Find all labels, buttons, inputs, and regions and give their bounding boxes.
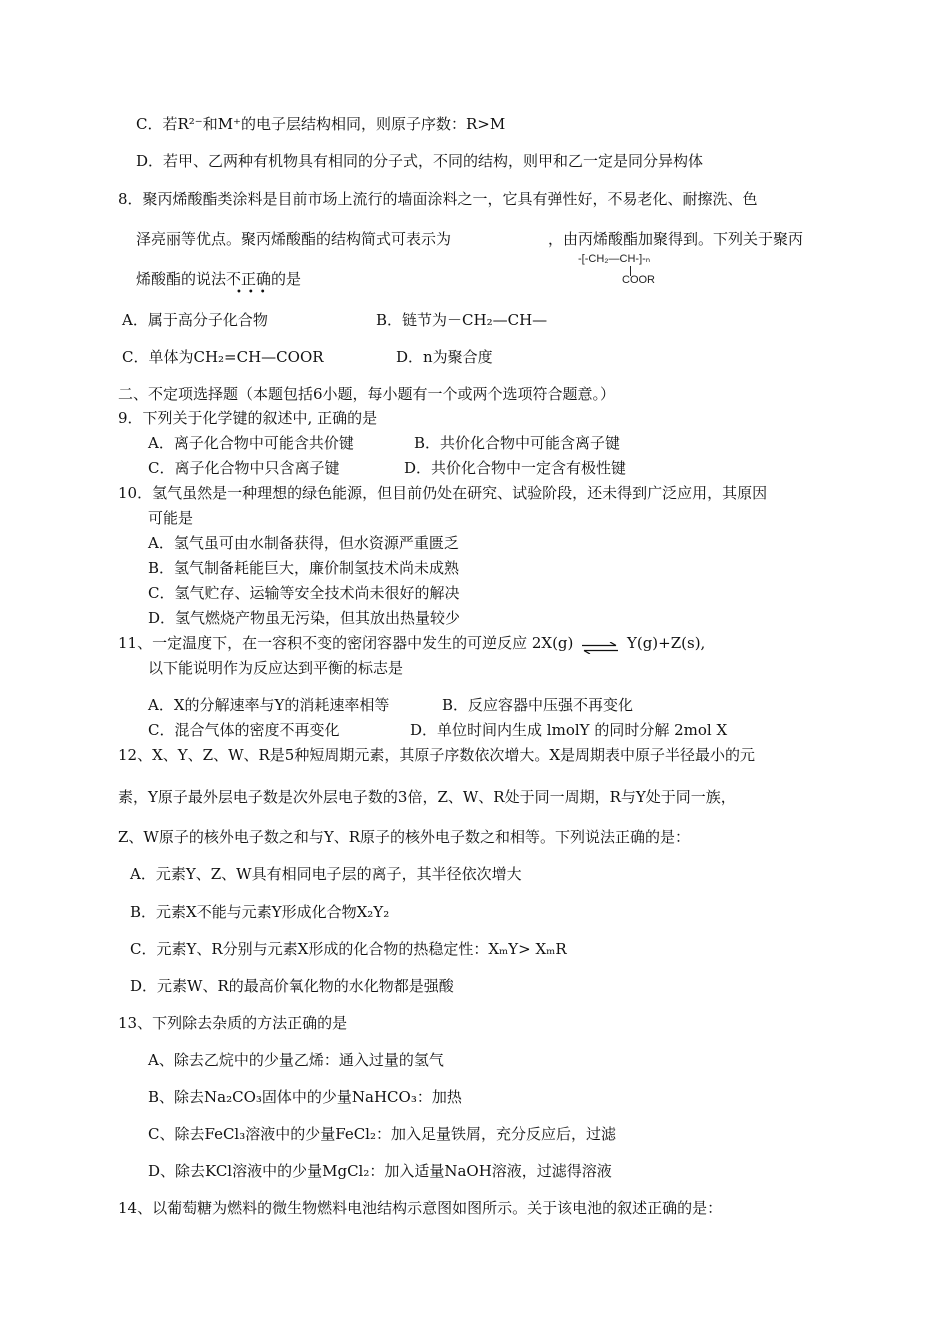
q11-option-d: D．单位时间内生成 lmolY 的同时分解 2mol X — [410, 721, 728, 739]
q8-stem-line3: 烯酸酯的说法不正确的是 — [136, 270, 302, 288]
q9-option-a: A．离子化合物中可能含共价键 — [148, 434, 354, 452]
q12-stem-line2: 素，Y原子最外层电子数是次外层电子数的3倍，Z、W、R处于同一周期，R与Y处于同一族， — [118, 788, 736, 806]
q13-option-c: C、除去FeCl₃溶液中的少量FeCl₂：加入足量铁屑，充分反应后，过滤 — [148, 1125, 616, 1143]
q12-stem-line3: Z、W原子的核外电子数之和与Y、R原子的核外电子数之和相等。下列说法正确的是： — [118, 828, 691, 846]
section-2-heading: 二、不定项选择题（本题包括6小题，每小题有一个或两个选项符合题意。） — [118, 385, 616, 403]
q11-option-c: C．混合气体的密度不再变化 — [148, 721, 340, 739]
q11-stem-text: 11、一定温度下，在一容积不变的密闭容器中发生的可逆反应 2X(g) — [118, 634, 574, 652]
q8-option-a: A．属于高分子化合物 — [122, 311, 268, 329]
q10-stem-line1: 10．氢气虽然是一种理想的绿色能源，但目前仍处在研究、试验阶段，还未得到广泛应用，其原因 — [118, 484, 768, 502]
q10-option-b: B．氢气制备耗能巨大，廉价制氢技术尚未成熟 — [148, 559, 460, 577]
q9-option-b: B．共价化合物中可能含离子键 — [414, 434, 621, 452]
q12-stem-line1: 12、X、Y、Z、W、R是5种短周期元素，其原子序数依次增大。X是周期表中原子半径最小的元 — [118, 746, 756, 764]
q13-stem: 13、下列除去杂质的方法正确的是 — [118, 1014, 348, 1032]
q8-option-c: C．单体为CH₂=CH—COOR — [122, 348, 324, 366]
q11-stem-line1 — [118, 633, 705, 653]
q7-option-d: D．若甲、乙两种有机物具有相同的分子式，不同的结构，则甲和乙一定是同分异构体 — [136, 152, 704, 170]
q12-option-b: B．元素X不能与元素Y形成化合物X₂Y₂ — [130, 903, 390, 921]
q11-option-b: B．反应容器中压强不再变化 — [442, 696, 634, 714]
emphasis-dots: ••• — [236, 287, 272, 298]
q10-option-d: D．氢气燃烧产物虽无污染，但其放出热量较少 — [148, 609, 461, 627]
q12-option-d: D．元素W、R的最高价氧化物的水化物都是强酸 — [130, 977, 454, 995]
q7-option-c: C．若R²⁻和M⁺的电子层结构相同，则原子序数：R>M — [136, 115, 506, 133]
polymer-chain: -[-CH₂—CH-]-ₙ — [578, 253, 651, 265]
q13-option-a: A、除去乙烷中的少量乙烯：通入过量的氢气 — [148, 1051, 444, 1069]
q8-option-d: D．n为聚合度 — [396, 348, 493, 366]
q12-option-c: C．元素Y、R分别与元素X形成的化合物的热稳定性：XₘY> XₘR — [130, 940, 567, 958]
q8-stem-line2a: 泽亮丽等优点。聚丙烯酸酯的结构简式可表示为 — [136, 230, 452, 248]
equilibrium-arrow-icon — [582, 639, 618, 649]
q11-option-a: A．X的分解速率与Y的消耗速率相等 — [148, 696, 390, 714]
q11-products: Y(g)+Z(s), — [626, 634, 706, 652]
q9-stem: 9．下列关于化学键的叙述中, 正确的是 — [118, 409, 378, 427]
q9-option-c: C．离子化合物中只含离子键 — [148, 459, 340, 477]
q11-stem-line2: 以下能说明作为反应达到平衡的标志是 — [148, 659, 404, 677]
polyacrylate-structure — [578, 252, 655, 286]
q13-option-b: B、除去Na₂CO₃固体中的少量NaHCO₃：加热 — [148, 1088, 462, 1106]
q10-option-a: A．氢气虽可由水制备获得，但水资源严重匮乏 — [148, 534, 459, 552]
q8-stem-line2b: ，由丙烯酸酯加聚得到。下列关于聚丙 — [548, 230, 804, 248]
q10-stem-line2: 可能是 — [148, 509, 194, 527]
q12-option-a: A．元素Y、Z、W具有相同电子层的离子，其半径依次增大 — [130, 865, 522, 883]
q8-stem-line1: 8．聚丙烯酸酯类涂料是目前市场上流行的墙面涂料之一，它具有弹性好，不易老化、耐擦洗、色 — [118, 190, 758, 208]
q10-option-c: C．氢气贮存、运输等安全技术尚未很好的解决 — [148, 584, 460, 602]
q8-option-b: B．链节为－CH₂—CH— — [376, 311, 548, 329]
q14-stem: 14、以葡萄糖为燃料的微生物燃料电池结构示意图如图所示。关于该电池的叙述正确的是： — [118, 1199, 723, 1217]
side-group: COOR — [622, 274, 655, 286]
q13-option-d: D、除去KCl溶液中的少量MgCl₂：加入适量NaOH溶液，过滤得溶液 — [148, 1162, 612, 1180]
q9-option-d: D．共价化合物中一定含有极性键 — [404, 459, 627, 477]
